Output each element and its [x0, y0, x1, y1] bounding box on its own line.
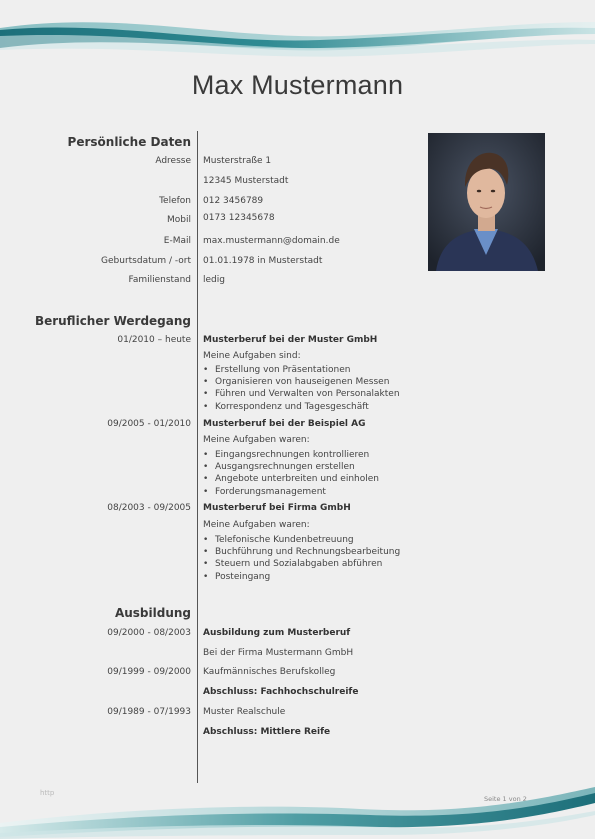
- section-heading-career: Beruflicher Werdegang: [34, 314, 191, 328]
- list-item: • Steuern und Sozialabgaben abführen: [203, 559, 383, 570]
- list-item: • Eingangsrechnungen kontrollieren: [203, 450, 370, 460]
- list-item: • Erstellung von Präsentationen: [203, 365, 351, 375]
- job-task-list: [203, 449, 379, 498]
- section-heading-education: Ausbildung: [114, 606, 191, 620]
- job-task-list: [203, 364, 400, 413]
- job-title: Musterberuf bei der Beispiel AG: [203, 419, 366, 429]
- job-intro: Meine Aufgaben waren:: [203, 435, 310, 445]
- education-period: 09/2000 - 08/2003: [107, 628, 191, 638]
- education-detail: Abschluss: Fachhochschulreife: [203, 687, 359, 697]
- list-item: • Posteingang: [203, 571, 271, 582]
- value-email: max.mustermann@domain.de: [203, 236, 340, 246]
- list-item: • Führen und Verwalten von Personalakten: [203, 389, 400, 400]
- education-period: 09/1989 - 07/1993: [107, 707, 191, 717]
- label-marital-status: Familienstand: [128, 275, 191, 285]
- bottom-wave-decoration: [0, 779, 595, 839]
- value-birth: 01.01.1978 in Musterstadt: [203, 256, 323, 266]
- education-entry: Ausbildung zum Musterberuf: [203, 628, 351, 638]
- list-item: • Forderungsmanagement: [203, 486, 326, 497]
- list-item: • Angebote unterbreiten und einholen: [203, 474, 379, 485]
- job-task-list: [203, 534, 400, 583]
- section-heading-personal: Persönliche Daten: [67, 135, 191, 149]
- job-period: 08/2003 - 09/2005: [107, 503, 191, 513]
- education-detail: Bei der Firma Mustermann GmbH: [203, 648, 354, 658]
- education-entry: Muster Realschule: [203, 707, 286, 717]
- job-period: 09/2005 - 01/2010: [107, 419, 191, 429]
- top-wave-decoration: [0, 0, 595, 70]
- job-intro: Meine Aufgaben waren:: [203, 520, 310, 530]
- education-entry: Kaufmännisches Berufskolleg: [203, 667, 336, 677]
- list-item: • Telefonische Kundenbetreuung: [203, 535, 354, 545]
- divider-line: [197, 131, 198, 783]
- value-marital-status: ledig: [203, 275, 225, 285]
- job-intro: Meine Aufgaben sind:: [203, 351, 301, 361]
- label-mobile: Mobil: [167, 215, 191, 225]
- label-phone: Telefon: [159, 196, 191, 206]
- job-title: Musterberuf bei Firma GmbH: [203, 503, 351, 513]
- education-period: 09/1999 - 09/2000: [107, 667, 191, 677]
- value-phone: 012 3456789: [203, 196, 264, 206]
- list-item: • Organisieren von hauseigenen Messen: [203, 377, 390, 388]
- job-title: Musterberuf bei der Muster GmbH: [203, 335, 378, 345]
- page-number: Seite 1 von 2: [484, 795, 527, 803]
- list-item: • Buchführung und Rechnungsbearbeitung: [203, 547, 401, 558]
- list-item: • Korrespondenz und Tagesgeschäft: [203, 401, 369, 412]
- label-birth: Geburtsdatum / -ort: [101, 256, 191, 266]
- value-mobile: 0173 12345678: [203, 213, 275, 223]
- value-street: Musterstraße 1: [203, 156, 272, 166]
- value-city: 12345 Musterstadt: [203, 176, 289, 186]
- job-period: 01/2010 – heute: [117, 335, 191, 345]
- education-detail: Abschluss: Mittlere Reife: [203, 727, 331, 737]
- watermark-text: http: [40, 789, 55, 797]
- applicant-name: Max Mustermann: [191, 70, 404, 100]
- list-item: • Ausgangsrechnungen erstellen: [203, 462, 355, 473]
- label-address: Adresse: [155, 156, 191, 166]
- label-email: E-Mail: [163, 236, 191, 246]
- profile-photo: [428, 133, 545, 271]
